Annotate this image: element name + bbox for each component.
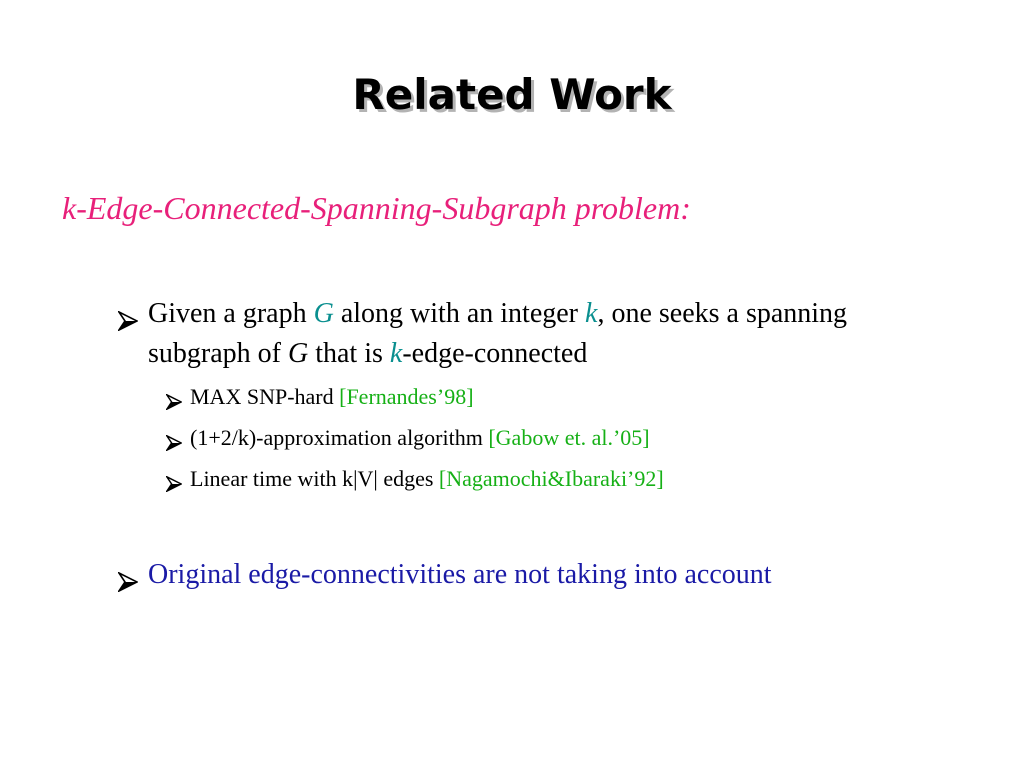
sub-bullet-3 (166, 464, 664, 494)
arrowhead-bullet-icon (118, 294, 138, 334)
sub-bullet-1-text (166, 382, 474, 412)
arrowhead-bullet-icon (166, 423, 182, 453)
text-segment: that is (308, 338, 390, 369)
sub-bullet-1 (166, 382, 474, 412)
bullet-main-1-line-2 (148, 338, 587, 369)
variable-k: k (585, 298, 598, 329)
bullet-main-1-line-1 (148, 298, 847, 329)
bullet-main-1 (118, 294, 1008, 374)
sub-bullet-2 (166, 423, 650, 453)
text-segment: along with an integer (333, 298, 585, 329)
sub-bullet-2-text (166, 423, 650, 453)
text-segment: -edge-connected (402, 338, 588, 369)
text-segment: subgraph of (148, 338, 288, 369)
arrowhead-bullet-icon (166, 464, 182, 494)
arrowhead-bullet-icon (118, 555, 138, 595)
text-segment: (1+2/k)-approximation algorithm (190, 425, 489, 450)
variable-g: G (287, 338, 309, 369)
text-segment: , one seeks a spanning (597, 298, 848, 329)
bullet-main-2-text: Original edge-connectivities are not taking into account (148, 559, 772, 590)
text-segment: Linear time with k|V| edges (190, 466, 439, 491)
bullet-main-2 (118, 555, 1008, 595)
citation: [Fernandes’98] (339, 384, 474, 409)
text-segment: Given a graph (148, 298, 314, 329)
bullet-main-1-text (118, 294, 1008, 374)
text-segment: MAX SNP-hard (190, 384, 340, 409)
arrowhead-bullet-icon (166, 382, 182, 412)
citation: [Gabow et. al.’05] (488, 425, 650, 450)
citation: [Nagamochi&Ibaraki’92] (438, 466, 664, 491)
variable-k: k (389, 338, 403, 369)
slide-title: Related Work (352, 70, 672, 119)
variable-g: G (313, 298, 334, 329)
slide-subtitle: k-Edge-Connected-Spanning-Subgraph problem: (62, 190, 691, 226)
sub-bullet-3-text (166, 464, 664, 494)
